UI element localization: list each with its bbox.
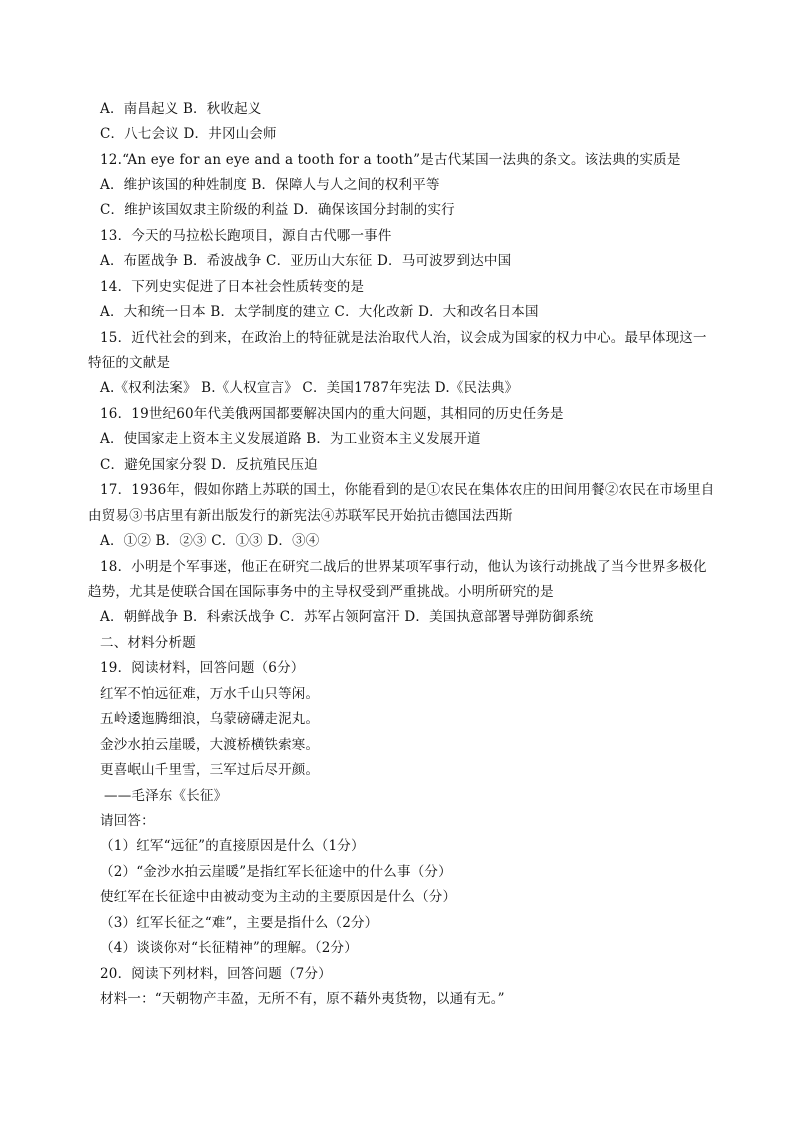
- question-19: 19．阅读材料，回答问题（6分）: [100, 660, 305, 676]
- answer-options-line: A．使国家走上资本主义发展道路 B．为工业资本主义发展开道: [100, 431, 481, 447]
- answer-options-line: A．大和统一日本 B．太学制度的建立 C．大化改新 D．大和改名日本国: [100, 304, 539, 320]
- question-17-continued: 由贸易③书店里有新出版发行的新宪法④苏联军民开始抗击德国法西斯: [88, 508, 513, 524]
- sub-question: 使红军在长征途中由被动变为主动的主要原因是什么（分）: [100, 889, 457, 905]
- sub-question: （2）“金沙水拍云崖暖”是指红军长征途中的什么事（分）: [100, 864, 452, 880]
- question-15-continued: 特征的文献是: [88, 355, 171, 371]
- poem-line: 更喜岷山千里雪，三军过后尽开颜。: [100, 762, 320, 778]
- answer-options-line: A.《权利法案》 B.《人权宣言》 C．美国1787年宪法 D.《民法典》: [100, 380, 519, 396]
- question-12: 12.“An eye for an eye and a tooth for a tooth”是古代某国一法典的条文。该法典的实质是: [100, 152, 681, 168]
- sub-question: （1）红军“远征”的直接原因是什么（1分）: [100, 838, 365, 854]
- poem-attribution: ——毛泽东《长征》: [104, 788, 228, 804]
- sub-question: （4）谈谈你对“长征精神”的理解。（2分）: [100, 940, 358, 956]
- question-13: 13．今天的马拉松长跑项目，源自古代哪一事件: [100, 228, 392, 244]
- question-20: 20．阅读下列材料，回答问题（7分）: [100, 966, 332, 982]
- question-16: 16．19世纪60年代美俄两国都要解决国内的重大问题，其相同的历史任务是: [100, 406, 564, 422]
- question-17: 17．1936年，假如你踏上苏联的国土，你能看到的是①农民在集体农庄的田间用餐②农民在市场里自: [100, 482, 715, 498]
- answer-options-line: A．布匿战争 B．希波战争 C．亚历山大东征 D．马可波罗到达中国: [100, 253, 512, 269]
- question-15: 15．近代社会的到来，在政治上的特征就是法治取代人治，议会成为国家的权力中心。最早体现这一: [100, 330, 707, 346]
- section-heading: 二、材料分析题: [100, 635, 196, 651]
- poem-line: 红军不怕远征难，万水千山只等闲。: [100, 686, 320, 702]
- answer-options-line: A．①② B．②③ C．①③ D．③④: [100, 533, 320, 549]
- poem-line: 五岭逶迤腾细浪，乌蒙磅礴走泥丸。: [100, 711, 320, 727]
- poem-line: 金沙水拍云崖暖，大渡桥横铁索寒。: [100, 737, 320, 753]
- answer-options-line: C．八七会议 D．井冈山会师: [100, 126, 277, 142]
- material-text: 材料一：“天朝物产丰盈，无所不有，原不藉外夷货物，以通有无。”: [100, 991, 505, 1007]
- answer-options-line: A．南昌起义 B．秋收起义: [100, 101, 262, 117]
- answer-options-line: A．朝鲜战争 B．科索沃战争 C．苏军占领阿富汗 D．美国执意部署导弹防御系统: [100, 609, 594, 625]
- answer-options-line: C．维护该国奴隶主阶级的利益 D．确保该国分封制的实行: [100, 202, 455, 218]
- question-18: 18．小明是个军事迷，他正在研究二战后的世界某项军事行动，他认为该行动挑战了当今世界多极化: [100, 559, 707, 575]
- answer-options-line: C．避免国家分裂 D．反抗殖民压迫: [100, 457, 318, 473]
- question-18-continued: 趋势，尤其是使联合国在国际事务中的主导权受到严重挑战。小明所研究的是: [88, 584, 554, 600]
- sub-question: （3）红军长征之“难”，主要是指什么（2分）: [100, 915, 379, 931]
- prompt-label: 请回答：: [100, 813, 155, 829]
- answer-options-line: A．维护该国的种姓制度 B．保障人与人之间的权利平等: [100, 177, 440, 193]
- question-14: 14．下列史实促进了日本社会性质转变的是: [100, 279, 365, 295]
